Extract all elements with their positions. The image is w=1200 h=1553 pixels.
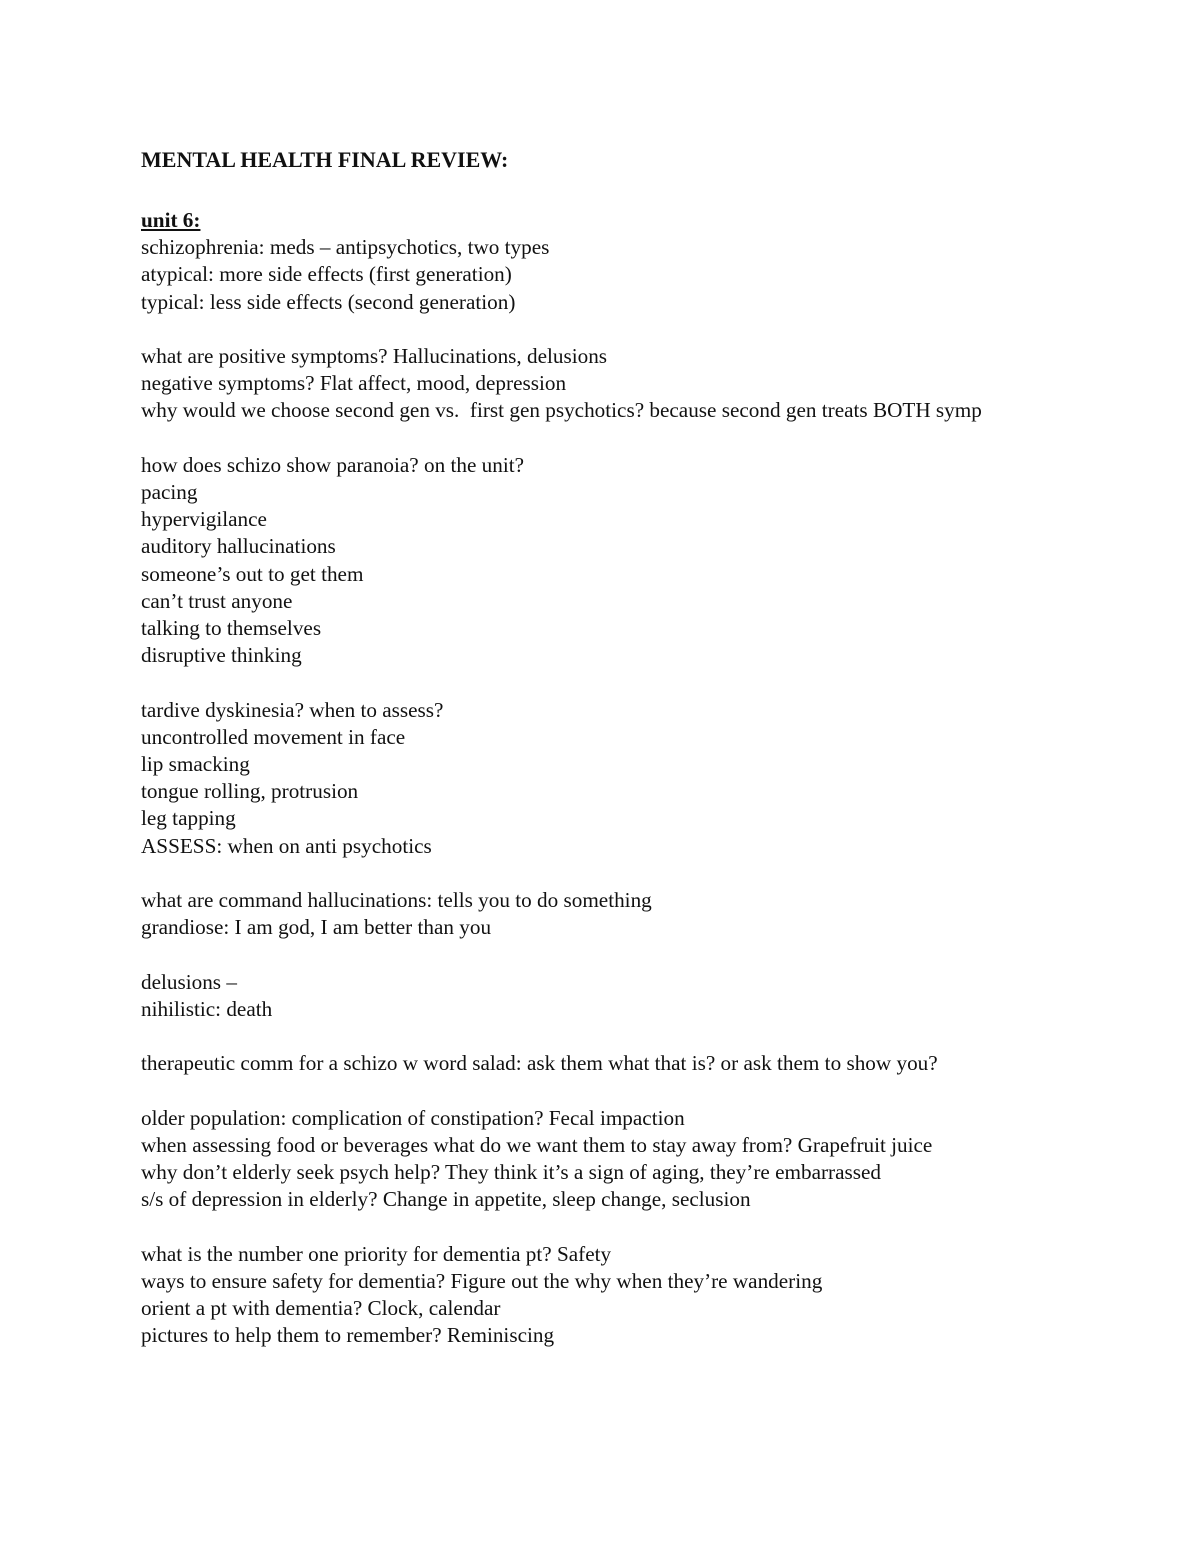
title-spacer [141, 175, 1071, 207]
paragraph-block [141, 887, 1071, 941]
paragraph-spacer [141, 941, 1071, 968]
text-line: lip smacking [141, 752, 250, 777]
paragraph-spacer [141, 1213, 1071, 1240]
paragraph-block [141, 697, 1071, 860]
paragraph-spacer [141, 669, 1071, 696]
paragraph-block [141, 343, 1071, 425]
text-line: therapeutic comm for a schizo w word salad: ask them what that is? or ask them to show you? [141, 1051, 938, 1076]
text-line: hypervigilance [141, 507, 267, 532]
text-line: nihilistic: death [141, 996, 273, 1021]
text-line: can’t trust anyone [141, 588, 293, 613]
text-line: someone’s out to get them [141, 561, 364, 586]
text-line: why don’t elderly seek psych help? They think it’s a sign of aging, they’re embarrassed [141, 1160, 881, 1184]
paragraph-spacer [141, 425, 1071, 452]
text-line: leg tapping [141, 806, 236, 831]
paragraph-block [141, 234, 1071, 316]
paragraph-block [141, 1241, 1071, 1350]
paragraph-spacer [141, 1077, 1071, 1104]
text-line: tongue rolling, protrusion [141, 779, 359, 804]
text-line: disruptive thinking [141, 643, 302, 668]
paragraph-block [141, 969, 1071, 1023]
text-line: uncontrolled movement in face [141, 724, 406, 749]
text-line: older population: complication of constipation? Fecal impaction [141, 1105, 685, 1130]
paragraph-spacer [141, 860, 1071, 887]
document-body [141, 234, 1071, 1349]
paragraph-spacer [141, 316, 1071, 343]
text-line: ways to ensure safety for dementia? Figure out the why when they’re wandering [141, 1268, 823, 1293]
text-line: tardive dyskinesia? when to assess? [141, 697, 444, 722]
section-heading: unit 6: [141, 208, 201, 232]
text-line: when assessing food or beverages what do we want them to stay away from? Grapefruit juice [141, 1132, 933, 1157]
text-line: auditory hallucinations [141, 534, 336, 559]
paragraph-block [141, 1105, 1071, 1214]
text-line: s/s of depression in elderly? Change in appetite, sleep change, seclusion [141, 1187, 751, 1212]
text-line: orient a pt with dementia? Clock, calendar [141, 1296, 501, 1320]
text-line: atypical: more side effects (first generation) [141, 262, 512, 287]
text-line: grandiose: I am god, I am better than you [141, 915, 492, 940]
paragraph-block [141, 452, 1071, 670]
text-line: what are positive symptoms? Hallucinations, delusions [141, 344, 608, 368]
document-title: MENTAL HEALTH FINAL REVIEW: [141, 147, 509, 172]
text-line: how does schizo show paranoia? on the unit? [141, 452, 525, 477]
document-page [141, 145, 1071, 1349]
text-line: pictures to help them to remember? Reminiscing [141, 1323, 555, 1348]
text-line: schizophrenia: meds – antipsychotics, two types [141, 235, 550, 260]
text-line: what is the number one priority for dementia pt? Safety [141, 1241, 612, 1266]
paragraph-block [141, 1050, 1071, 1077]
text-line: negative symptoms? Flat affect, mood, depression [141, 371, 567, 396]
text-line: what are command hallucinations: tells you to do something [141, 888, 652, 913]
text-line: delusions – [141, 969, 237, 994]
paragraph-spacer [141, 1023, 1071, 1050]
text-line: pacing [141, 480, 198, 504]
text-line: why would we choose second gen vs. first gen psychotics? because second gen treats BOTH symp [141, 398, 982, 423]
text-line: ASSESS: when on anti psychotics [141, 833, 432, 858]
text-line: talking to themselves [141, 616, 322, 641]
text-line: typical: less side effects (second generation) [141, 289, 516, 314]
